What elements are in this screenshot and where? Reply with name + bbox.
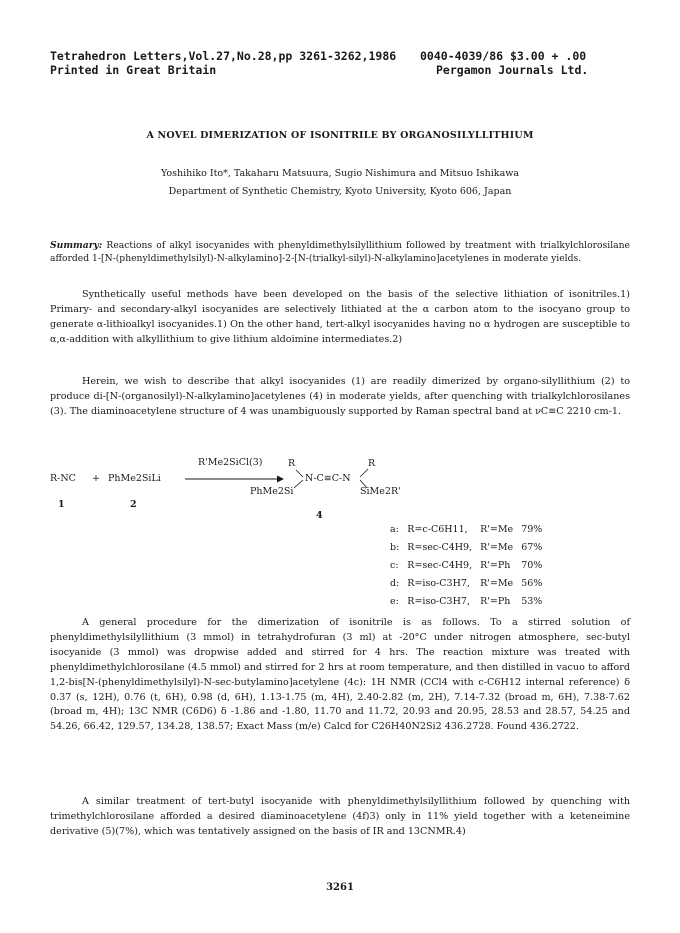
compound-number-2: 2: [130, 499, 137, 510]
affiliation: Department of Synthetic Chemistry, Kyoto University, Kyoto 606, Japan: [168, 186, 512, 197]
plus-sign: +: [92, 473, 100, 484]
result-yield: 67%: [521, 541, 543, 553]
result-yield: 70%: [521, 559, 543, 571]
result-row: [390, 520, 550, 538]
result-yield: 79%: [521, 523, 543, 535]
product-core: N-C≡C-N: [305, 473, 351, 484]
product-bonds: [290, 466, 390, 492]
result-r2: R'=Me: [480, 577, 514, 589]
page-number: 3261: [326, 882, 354, 893]
result-r2: R'=Ph: [480, 595, 511, 607]
intro-paragraph: [50, 288, 630, 348]
result-r: R=sec-C4H9,: [407, 559, 473, 571]
result-r: R=iso-C3H7,: [407, 595, 470, 607]
product-left-silyl: PhMe2Si: [250, 486, 294, 497]
result-id: a:: [390, 523, 399, 535]
paragraph-2: Herein, we wish to describe that alkyl isocyanides (1) are readily dimerized by organo-silyllithium (2) to produce di-[N-(organosilyl)-N-alkylamino]acetylenes (4) in moderate yields, after quenching with trialkylchlorosilanes (3). The diaminoacetylene structure of 4 was unambiguously supported by Raman spectral band at νC≡C 2210 cm-1.: [50, 376, 630, 417]
result-r2: R'=Ph: [480, 559, 511, 571]
reaction-arrow: [185, 474, 285, 484]
result-row: [390, 538, 550, 556]
result-id: c:: [390, 559, 399, 571]
reagent-isocyanide: R-NC: [50, 473, 76, 484]
result-r2: R'=Me: [480, 523, 514, 535]
summary: [50, 240, 630, 265]
result-id: e:: [390, 595, 399, 607]
result-r: R=sec-C4H9,: [407, 541, 473, 553]
journal-citation: Tetrahedron Letters,Vol.27,No.28,pp 3261-3262,1986: [50, 49, 397, 63]
compound-number-1: 1: [58, 499, 65, 510]
paragraph-1: Synthetically useful methods have been developed on the basis of the selective lithiation of isonitriles.1) Primary- and secondary-alkyl isocyanides are selectively lithiated at the α carbon atom to the isocyano group to generate α-lithioalkyl isocyanides.1) On the other hand, tert-alkyl isocyanides having no α hydrogen are susceptible to α,α-addition with alkyllithium to give lithium aldoimine intermediates.2): [50, 289, 630, 345]
authors: Yoshihiko Ito*, Takaharu Matsuura, Sugio Nishimura and Mitsuo Ishikawa: [160, 168, 520, 179]
summary-label: Summary:: [50, 240, 103, 251]
herein-paragraph: [50, 375, 630, 420]
result-yield: 56%: [521, 577, 543, 589]
product-right-silyl: SiMe2R': [360, 486, 401, 497]
result-row: [390, 556, 550, 574]
article-title: A NOVEL DIMERIZATION OF ISONITRILE BY ORGANOSILYLLITHIUM: [146, 130, 534, 141]
result-r: R=c-C6H11,: [407, 523, 468, 535]
issn-price: 0040-4039/86 $3.00 + .00: [420, 49, 587, 63]
product-left-r: R: [288, 458, 296, 469]
result-yield: 53%: [521, 595, 543, 607]
result-r: R=iso-C3H7,: [407, 577, 470, 589]
result-id: d:: [390, 577, 400, 589]
result-id: b:: [390, 541, 400, 553]
result-row: [390, 574, 550, 592]
summary-text: Reactions of alkyl isocyanides with phenyldimethylsilyllithium followed by treatment with trialkylchlorosilane afforded 1-[N-(phenyldimethylsilyl)-N-alkylamino]-2-[N-(trialkyl-silyl)-N-alkylamino]acetylenes in moderate yields.: [50, 240, 630, 264]
product-right-r: R: [368, 458, 376, 469]
reagent-silyllithium: PhMe2SiLi: [108, 473, 161, 484]
results-table: [390, 520, 550, 610]
publisher: Pergamon Journals Ltd.: [436, 63, 589, 77]
printed-in: Printed in Great Britain: [50, 63, 217, 77]
paragraph-3: A general procedure for the dimerization of isonitrile is as follows. To a stirred solution of phenyldimethylsilyllithium (3 mmol) in tetrahydrofuran (3 ml) at -20°C under nitrogen atmosphere, sec-butyl isocyanide (3 mmol) was dropwise added and stirred for 4 hrs. The reaction mixture was treated with phenyldimethylchlorosilane (4.5 mmol) and stirred for 2 hrs at room temperature, and then distilled in vacuo to afford 1,2-bis[N-(phenyldimethylsilyl)-N-sec-butylamino]acetylene (4c): 1H NMR (CCl4 with c-C6H12 internal reference) δ 0.37 (s, 12H), 0.76 (t, 6H), 0.98 (d, 6H), 1.13-1.75 (m, 4H), 2.40-2.82 (m, 2H), 7.14-7.32 (broad m, 6H), 7.38-7.62 (broad m, 4H); 13C NMR (C6D6) δ -1.86 and -1.80, 11.70 and 11.72, 20.93 and 20.95, 28.53 and 28.57, 54.25 and 54.26, 66.42, 129.57, 134.28, 138.57; Exact Mass (m/e) Calcd for C26H40N2Si2 436.2728. Found 436.2722.: [50, 617, 630, 733]
arrow-reagent: R'Me2SiCl(3): [198, 457, 263, 468]
result-r2: R'=Me: [480, 541, 514, 553]
paragraph-4: A similar treatment of tert-butyl isocyanide with phenyldimethylsilyllithium followed by quenching with trimethylchlorosilane afforded a desired diaminoacetylene (4f)3) only in 11% yield together with a keteneimine derivative (5)(7%), which was tentatively assigned on the basis of IR and 13CNMR.4): [50, 796, 630, 837]
tertbutyl-paragraph: [50, 795, 630, 840]
procedure-paragraph: [50, 616, 630, 735]
result-row: [390, 592, 550, 610]
compound-number-4: 4: [316, 510, 323, 521]
